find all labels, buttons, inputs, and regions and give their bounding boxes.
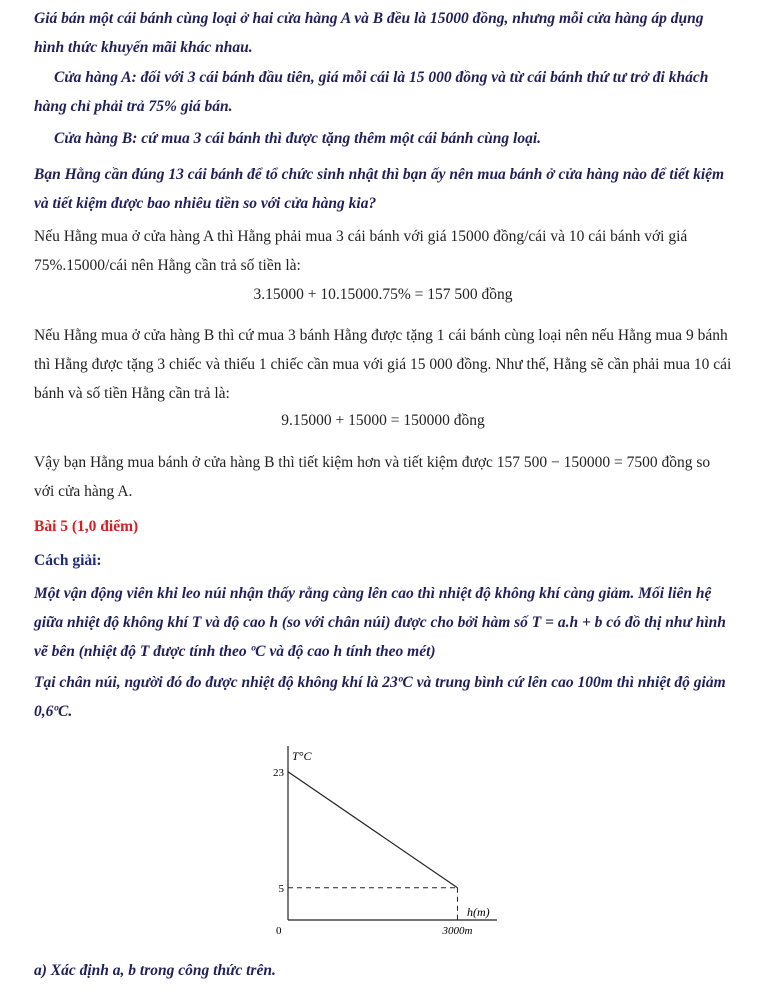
problem4-question: Bạn Hằng cần đúng 13 cái bánh để tổ chức sinh nhật thì bạn ấy nên mua bánh ở cửa hàng nào để tiết kiệm và tiết kiệm được bao nhiêu tiền so với cửa hàng kia? bbox=[34, 166, 725, 212]
x-tick-label: 3000m bbox=[442, 925, 473, 937]
problem5-heading: Bài 5 (1,0 điểm) bbox=[34, 518, 139, 535]
problem5-statement: Một vận động viên khi leo núi nhận thấy rằng càng lên cao thì nhiệt độ không khí càng giảm. Mối liên hệ giữa nhiệt độ không khí T và độ cao h (so với chân núi) được cho bởi hàm số T = a.h + b có đồ thị như hình vẽ bên (nhiệt độ T được tính theo ºC và độ cao h tính theo mét) bbox=[34, 585, 726, 660]
problem5-measurement: Tại chân núi, người đó đo được nhiệt độ không khí là 23ºC và trung bình cứ lên cao 100m thì nhiệt độ giảm 0,6ºC. bbox=[34, 674, 726, 720]
y-tick-label: 5 bbox=[278, 882, 284, 895]
conclusion: Vậy bạn Hằng mua bánh ở cửa hàng B thì tiết kiệm hơn và tiết kiệm được 157 500 − 150000 = 7500 đồng so với cửa hàng A. bbox=[34, 454, 711, 500]
problem4-intro: Giá bán một cái bánh cùng loại ở hai cửa hàng A và B đều là 15000 đồng, nhưng mỗi cửa hàng áp dụng hình thức khuyến mãi khác nhau. bbox=[34, 10, 704, 56]
solution-store-a-equation: 3.15000 + 10.15000.75% = 157 500 đồng bbox=[253, 286, 513, 303]
problem4-store-a: Cửa hàng A: đối với 3 cái bánh đầu tiên, giá mỗi cái là 15 000 đồng và từ cái bánh thứ tư trở đi khách hàng chỉ phải trả 75% giá bán. bbox=[34, 69, 709, 115]
origin-label: 0 bbox=[276, 925, 282, 937]
x-axis-label: h(m) bbox=[467, 905, 490, 919]
solution-store-b-text: Nếu Hằng mua ở cửa hàng B thì cứ mua 3 bánh Hằng được tặng 1 cái bánh cùng loại nên nếu Hằng mua 9 bánh thì Hằng được tặng 3 chiếc và thiếu 1 chiếc cần mua với giá 15 000 đồng. Như thế, Hằng sẽ cần phải mua 10 cái bánh và số tiền Hằng cần trả là: bbox=[34, 327, 732, 402]
y-tick-label: 23 bbox=[273, 766, 284, 779]
temperature-height-chart bbox=[262, 738, 512, 950]
solution-store-b-equation: 9.15000 + 15000 = 150000 đồng bbox=[281, 412, 485, 429]
solution-store-a-text: Nếu Hằng mua ở cửa hàng A thì Hằng phải mua 3 cái bánh với giá 15000 đồng/cái và 10 cái bánh với giá 75%.15000/cái nên Hằng cần trả số tiền là: bbox=[34, 228, 688, 274]
problem4-store-b: Cửa hàng B: cứ mua 3 cái bánh thì được tặng thêm một cái bánh cùng loại. bbox=[54, 130, 542, 147]
y-axis-label: T°C bbox=[292, 749, 312, 763]
part-a-question: a) Xác định a, b trong công thức trên. bbox=[34, 962, 276, 979]
series-line bbox=[288, 772, 457, 888]
solution-label: Cách giải: bbox=[34, 552, 102, 569]
